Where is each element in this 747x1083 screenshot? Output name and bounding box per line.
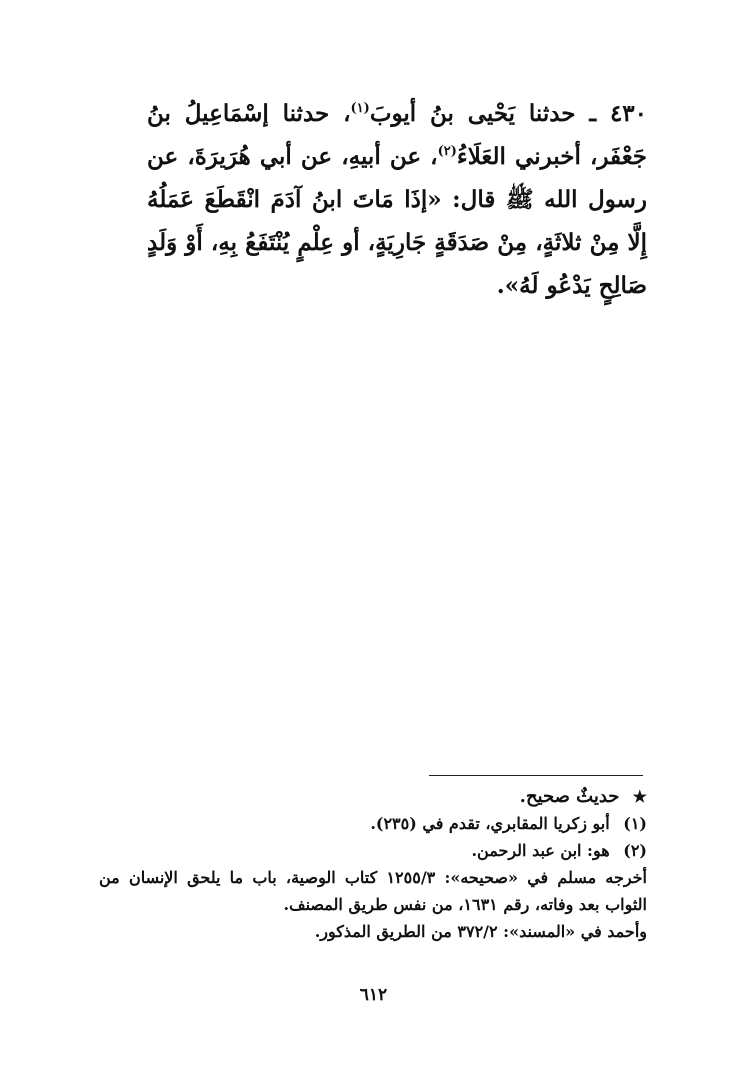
footnote-2 — [99, 837, 647, 864]
footnotes-section — [99, 783, 647, 945]
hadith-isnad-middle: ، حدثنا إسْمَاعِيلُ بنُ جَعْفَر، أخبرني العَلَاءُ — [147, 100, 648, 170]
hadith-text — [147, 92, 647, 307]
footnote-ref-1[interactable]: (١) — [350, 101, 370, 116]
grading-text: حديثٌ صحيح. — [519, 786, 620, 807]
hadith-isnad-start: حدثنا يَحْيى بنُ أيوبَ — [369, 100, 576, 127]
footnote-ref-2[interactable]: (٢) — [437, 144, 457, 159]
footnote-1 — [99, 810, 647, 837]
footnote-grading — [99, 783, 647, 810]
footnote-2-text: هو: ابن عبد الرحمن. — [471, 841, 610, 860]
footnote-2-marker: (٢) — [623, 841, 647, 860]
footnote-source-muslim: أخرجه مسلم في «صحيحه»: ١٢٥٥/٣ كتاب الوصية، باب ما يلحق الإنسان من الثواب بعد وفاته، رقم ١٦٣١، من نفس طريق المصنف. — [99, 868, 647, 914]
page-number: ٦١٢ — [359, 985, 388, 1005]
footnote-divider — [429, 775, 643, 776]
footnote-1-text: أبو زكريا المقابري، تقدم في (٢٣٥). — [370, 814, 610, 833]
footnote-source-ahmad: وأحمد في «المسند»: ٣٧٢/٢ من الطريق المذكور. — [314, 922, 647, 941]
hadith-dash: ـ — [575, 100, 597, 127]
hadith-number: ٤٣٠ — [609, 100, 647, 127]
hadith-matn: ، عن أبيهِ، عن أبي هُرَيرَةَ، عن رسول الله ﷺ قال: «إذَا مَاتَ ابنُ آدَمَ انْقَطَعَ عَمَلُهُ إِلَّا مِنْ ثلاثَةٍ، مِنْ صَدَقَةٍ جَارِيَةٍ، أو عِلْمٍ يُنْتَفَعُ بِهِ، أَوْ وَلَدٍ صَالِحٍ يَدْعُو لَهُ». — [147, 143, 647, 299]
star-icon: ★ — [632, 787, 647, 806]
footnote-1-marker: (١) — [623, 814, 647, 833]
